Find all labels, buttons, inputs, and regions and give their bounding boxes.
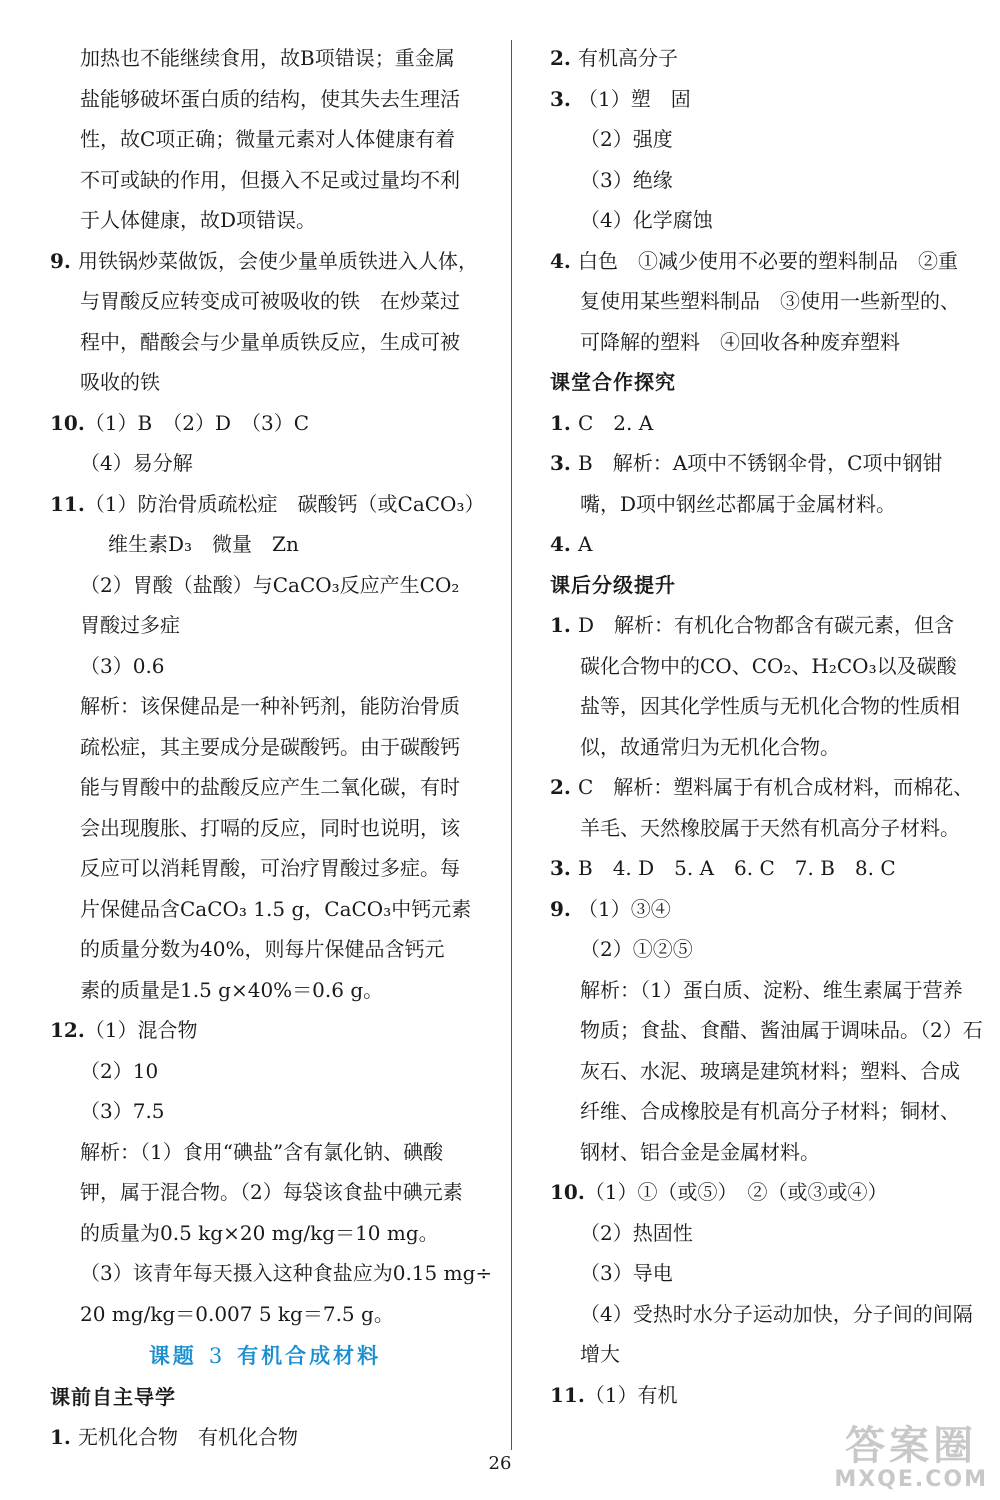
answer-line: 的质量为0.5 kg×20 mg/kg＝10 mg。 — [80, 1220, 439, 1245]
question-number: 11. — [550, 1382, 585, 1407]
question-text: （1）B （2）D （3）C — [84, 410, 310, 435]
answer-line: 维生素D₃ 微量 Zn — [108, 532, 299, 556]
answer-line: （3）7.5 — [80, 1099, 165, 1123]
question-number: 11. — [50, 491, 85, 516]
question-text: 无机化合物 有机化合物 — [78, 1425, 298, 1449]
question-text: B 解析：A项中不锈钢伞骨，C项中钢钳 — [578, 451, 943, 475]
answer-line: 解析：该保健品是一种补钙剂，能防治骨质 — [80, 694, 460, 718]
question-text: （1）有机 — [584, 1382, 678, 1407]
question-line — [550, 524, 990, 565]
question-line — [50, 484, 485, 525]
question-text: 有机高分子 — [578, 46, 678, 70]
question-number: 10. — [550, 1180, 585, 1204]
answer-line: 钾，属于混合物。（2）每袋该食盐中碘元素 — [80, 1180, 463, 1204]
answer-line: （2）胃酸（盐酸）与CaCO₃反应产生CO₂ — [80, 572, 460, 597]
answer-line: （2）强度 — [580, 127, 673, 151]
question-line — [550, 848, 990, 889]
question-number: 3. — [550, 86, 571, 111]
question-line — [550, 403, 990, 444]
question-number: 9. — [550, 896, 571, 921]
question-line — [50, 403, 480, 444]
answer-line: 于人体健康，故D项错误。 — [80, 208, 317, 232]
question-line — [550, 1172, 990, 1213]
section-heading: 课前自主导学 — [50, 1384, 176, 1409]
answer-line: 碳化合物中的CO、CO₂、H₂CO₃以及碳酸 — [580, 653, 957, 678]
answer-line: 片保健品含CaCO₃ 1.5 g，CaCO₃中钙元素 — [80, 896, 472, 921]
question-text: A — [578, 532, 593, 556]
right-column — [550, 38, 990, 1415]
question-text: D 解析：有机化合物都含有碳元素，但含 — [578, 613, 955, 637]
question-text: （1）防治骨质疏松症 碳酸钙（或CaCO₃） — [84, 491, 485, 516]
watermark-logo — [834, 1424, 988, 1492]
question-number: 2. — [550, 46, 571, 70]
answer-line: 纤维、合成橡胶是有机高分子材料；铜材、 — [580, 1099, 960, 1123]
question-text: 用铁锅炒菜做饭，会使少量单质铁进入人体， — [78, 248, 478, 273]
question-text: （1）③④ — [578, 896, 671, 921]
answer-line: （3）0.6 — [80, 653, 165, 678]
question-number: 3. — [550, 856, 571, 880]
question-line — [50, 241, 480, 282]
answer-line: （2）热固性 — [580, 1220, 693, 1245]
question-number: 9. — [50, 248, 71, 273]
question-line — [50, 1010, 480, 1051]
lesson-number: 3 — [208, 1344, 226, 1368]
answer-line: （4）化学腐蚀 — [580, 208, 713, 232]
answer-line: 反应可以消耗胃酸，可治疗胃酸过多症。每 — [80, 856, 460, 880]
answer-line: （2）①②⑤ — [580, 937, 693, 961]
question-text: C 2. A — [578, 410, 654, 435]
column-divider — [511, 40, 512, 1450]
answer-line: 解析：（1）蛋白质、淀粉、维生素属于营养 — [580, 977, 963, 1002]
answer-line: （3）该青年每天摄入这种食盐应为0.15 mg÷ — [80, 1261, 493, 1285]
page-number: 26 — [488, 1453, 512, 1474]
answer-line: 加热也不能继续食用，故B项错误；重金属 — [80, 46, 455, 70]
answer-line: 性，故C项正确；微量元素对人体健康有着 — [80, 127, 456, 151]
question-number: 4. — [550, 248, 571, 273]
question-number: 1. — [550, 410, 571, 435]
answer-line: 盐等，因其化学性质与无机化合物的性质相 — [580, 694, 960, 718]
watermark-top: 答案圈 — [845, 1423, 978, 1469]
answer-line: （4）受热时水分子运动加快，分子间的间隔 — [580, 1301, 973, 1326]
lesson-title — [50, 1336, 480, 1377]
question-text: B 4. D 5. A 6. C 7. B 8. C — [578, 856, 896, 880]
answer-line: 的质量分数为40%，则每片保健品含钙元 — [80, 937, 445, 961]
question-line — [550, 605, 990, 646]
watermark-bottom: MXQE.COM — [834, 1467, 988, 1492]
answer-line: 素的质量是1.5 g×40%＝0.6 g。 — [80, 977, 384, 1002]
question-number: 2. — [550, 775, 571, 799]
question-text: 白色 ①减少使用不必要的塑料制品 ②重 — [578, 248, 958, 273]
answer-line: 不可或缺的作用，但摄入不足或过量均不利 — [80, 167, 460, 192]
question-text: C 解析：塑料属于有机合成材料，而棉花、 — [578, 775, 974, 799]
question-text: （1）①（或⑤） ②（或③或④） — [584, 1180, 888, 1204]
section-heading: 课堂合作探究 — [550, 370, 676, 394]
question-line — [550, 889, 990, 930]
question-line — [550, 241, 990, 282]
answer-line: （4）易分解 — [80, 451, 193, 475]
answer-line: 疏松症，其主要成分是碳酸钙。由于碳酸钙 — [80, 734, 460, 759]
question-number: 3. — [550, 451, 571, 475]
question-line — [550, 767, 990, 808]
lesson-prefix: 课题 — [148, 1343, 197, 1368]
answer-line: 解析：（1）食用“碘盐”含有氯化钠、碘酸 — [80, 1139, 444, 1164]
question-number: 10. — [50, 410, 85, 435]
answer-line: 能与胃酸中的盐酸反应产生二氧化碳，有时 — [80, 775, 460, 799]
answer-line: 钢材、铝合金是金属材料。 — [580, 1139, 820, 1164]
answer-line: 灰石、水泥、玻璃是建筑材料；塑料、合成 — [580, 1058, 960, 1083]
question-text: （1）混合物 — [84, 1018, 198, 1042]
question-line — [550, 79, 990, 120]
question-line — [550, 38, 990, 79]
answer-line: （2）10 — [80, 1058, 159, 1083]
question-number: 1. — [50, 1425, 71, 1449]
answer-line: 复使用某些塑料制品 ③使用一些新型的、 — [580, 289, 960, 313]
question-line — [550, 443, 990, 484]
answer-line: 与胃酸反应转变成可被吸收的铁 在炒菜过 — [80, 289, 460, 313]
answer-line: 会出现腹胀、打嗝的反应，同时也说明，该 — [80, 815, 460, 840]
answer-line: 20 mg/kg＝0.007 5 kg＝7.5 g。 — [80, 1301, 394, 1326]
answer-line: 盐能够破坏蛋白质的结构，使其失去生理活 — [80, 86, 460, 111]
answer-line: 羊毛、天然橡胶属于天然有机高分子材料。 — [580, 815, 960, 840]
question-text: （1）塑 固 — [578, 86, 691, 111]
answer-line: 似，故通常归为无机化合物。 — [580, 734, 840, 759]
question-number: 12. — [50, 1018, 85, 1042]
section-heading: 课后分级提升 — [550, 572, 676, 597]
answer-line: 可降解的塑料 ④回收各种废弃塑料 — [580, 329, 900, 354]
answer-line: （3）绝缘 — [580, 167, 673, 192]
answer-line: 胃酸过多症 — [80, 613, 180, 637]
question-line — [50, 1417, 480, 1458]
question-number: 4. — [550, 532, 571, 556]
answer-line: （3）导电 — [580, 1261, 673, 1285]
question-line — [550, 1375, 990, 1416]
answer-line: 程中，醋酸会与少量单质铁反应，生成可被 — [80, 329, 460, 354]
answer-line: 增大 — [580, 1342, 620, 1366]
answer-line: 嘴，D项中钢丝芯都属于金属材料。 — [580, 491, 897, 516]
left-column — [50, 38, 493, 1458]
answer-line: 吸收的铁 — [80, 370, 160, 394]
answer-line: 物质；食盐、食醋、酱油属于调味品。（2）石 — [580, 1018, 983, 1042]
question-number: 1. — [550, 613, 571, 637]
lesson-name: 有机合成材料 — [237, 1343, 382, 1368]
